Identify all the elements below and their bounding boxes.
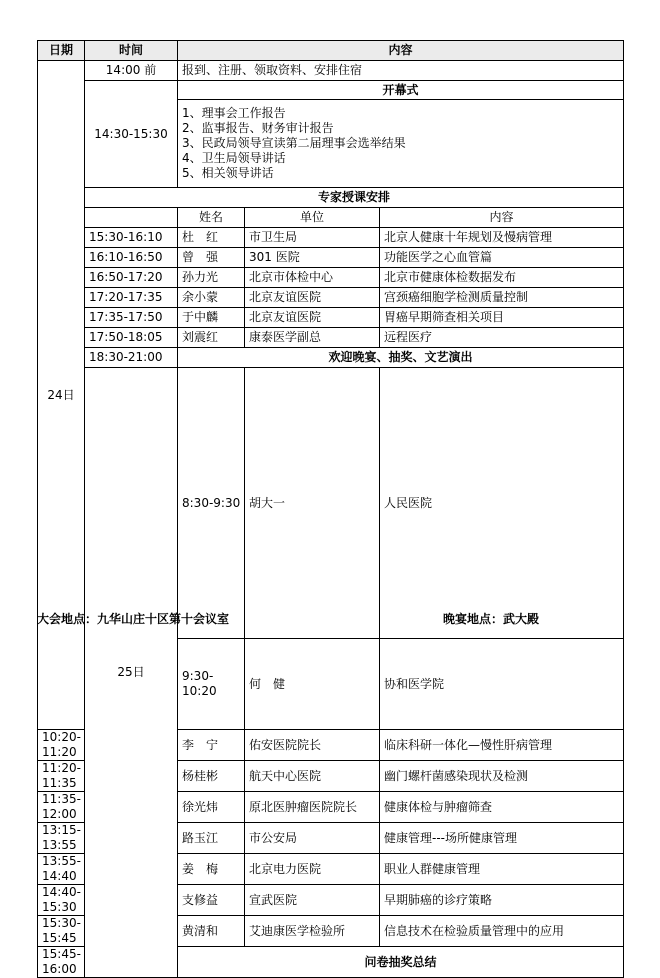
expert-title-row [38,188,624,208]
speaker-unit: 市卫生局 [245,228,380,248]
session-row [38,268,624,288]
speaker-name: 余小蒙 [178,288,245,308]
speaker-unit: 市公安局 [245,823,380,854]
opening-title: 开幕式 [178,81,624,100]
opening-title-row [38,81,624,100]
speaker-name: 徐光炜 [178,792,245,823]
evening-row [38,348,624,368]
day1-label: 24日 [38,61,85,730]
venue-note: 大会地点：九华山庄十区第十会议室 [37,612,230,626]
time-cell: 18:30-21:00 [85,348,178,368]
time-header: 时间 [85,41,178,61]
day2-label: 25日 [85,368,178,978]
speaker-unit: 北京友谊医院 [245,288,380,308]
speaker-name: 杜 红 [178,228,245,248]
speaker-unit: 北京市体检中心 [245,268,380,288]
speaker-unit: 301 医院 [245,248,380,268]
time-cell: 17:20-17:35 [85,288,178,308]
time-cell: 17:35-17:50 [85,308,178,328]
session-topic: 远程医疗 [380,328,624,348]
speaker-name: 姜 梅 [178,854,245,885]
content-subheader: 内容 [380,208,624,228]
speaker-name: 胡大一 [245,368,380,639]
header-row [38,41,624,61]
time-cell: 9:30-10:20 [178,639,245,730]
session-topic: 北京市健康体检数据发布 [380,268,624,288]
opening-item: 5、相关领导讲话 [182,166,274,180]
speaker-name: 支修益 [178,885,245,916]
session-topic: 北京人健康十年规划及慢病管理 [380,228,624,248]
speaker-name: 何 健 [245,639,380,730]
opening-item: 4、卫生局领导讲话 [182,151,286,165]
session-row [38,368,624,639]
session-topic: 信息技术在检验质量管理中的应用 [380,916,624,947]
session-topic: 胃癌早期筛查相关项目 [380,308,624,328]
time-cell: 15:30-15:45 [38,916,85,947]
registration-row [38,61,624,81]
banquet-note: 晚宴地点：武大殿 [443,612,540,626]
evening-content: 欢迎晚宴、抽奖、文艺演出 [178,348,624,368]
session-topic: 宫颈癌细胞学检测质量控制 [380,288,624,308]
time-cell: 15:45-16:00 [38,947,85,978]
content-header: 内容 [178,41,624,61]
speaker-name: 于中麟 [178,308,245,328]
speaker-name: 曾 强 [178,248,245,268]
speaker-unit: 协和医学院 [380,639,624,730]
closing-content: 问卷抽奖总结 [178,947,624,978]
speaker-unit: 佑安医院院长 [245,730,380,761]
speaker-name: 孙力光 [178,268,245,288]
speaker-unit: 人民医院 [380,368,624,639]
time-cell: 13:55-14:40 [38,854,85,885]
session-row [38,228,624,248]
session-row [38,328,624,348]
session-topic: 健康体检与肿瘤筛查 [380,792,624,823]
session-row [38,248,624,268]
opening-items [178,100,624,188]
speaker-unit: 原北医肿瘤医院院长 [245,792,380,823]
time-cell: 14:30-15:30 [85,81,178,188]
speaker-unit: 艾迪康医学检验所 [245,916,380,947]
speaker-unit: 宣武医院 [245,885,380,916]
time-cell: 10:20-11:20 [38,730,85,761]
speaker-name: 李 宁 [178,730,245,761]
content-cell: 报到、注册、领取资料、安排住宿 [178,61,624,81]
unit-header: 单位 [245,208,380,228]
date-header: 日期 [38,41,85,61]
speaker-name: 路玉江 [178,823,245,854]
time-cell: 11:20-11:35 [38,761,85,792]
speaker-unit: 康泰医学副总 [245,328,380,348]
speaker-unit: 航天中心医院 [245,761,380,792]
schedule-table [37,40,624,978]
speaker-unit: 北京电力医院 [245,854,380,885]
speaker-name: 杨桂彬 [178,761,245,792]
time-cell: 8:30-9:30 [178,368,245,639]
session-topic: 幽门螺杆菌感染现状及检测 [380,761,624,792]
session-row [38,288,624,308]
opening-item: 1、理事会工作报告 [182,106,286,120]
session-topic: 职业人群健康管理 [380,854,624,885]
time-cell: 16:10-16:50 [85,248,178,268]
time-cell: 16:50-17:20 [85,268,178,288]
speaker-name: 刘震红 [178,328,245,348]
sub-header-row [38,208,624,228]
opening-item: 3、民政局领导宣读第二届理事会选举结果 [182,136,406,150]
session-topic: 临床科研一体化—慢性肝病管理 [380,730,624,761]
expert-title: 专家授课安排 [85,188,624,208]
session-topic: 健康管理---场所健康管理 [380,823,624,854]
session-row [38,308,624,328]
time-cell: 11:35-12:00 [38,792,85,823]
session-topic: 早期肺癌的诊疗策略 [380,885,624,916]
blank-cell [85,208,178,228]
name-header: 姓名 [178,208,245,228]
time-cell: 17:50-18:05 [85,328,178,348]
time-cell: 14:40-15:30 [38,885,85,916]
speaker-unit: 北京友谊医院 [245,308,380,328]
time-cell: 13:15-13:55 [38,823,85,854]
opening-item: 2、监事报告、财务审计报告 [182,121,334,135]
session-topic: 功能医学之心血管篇 [380,248,624,268]
time-cell: 15:30-16:10 [85,228,178,248]
time-cell: 14:00 前 [85,61,178,81]
speaker-name: 黄清和 [178,916,245,947]
